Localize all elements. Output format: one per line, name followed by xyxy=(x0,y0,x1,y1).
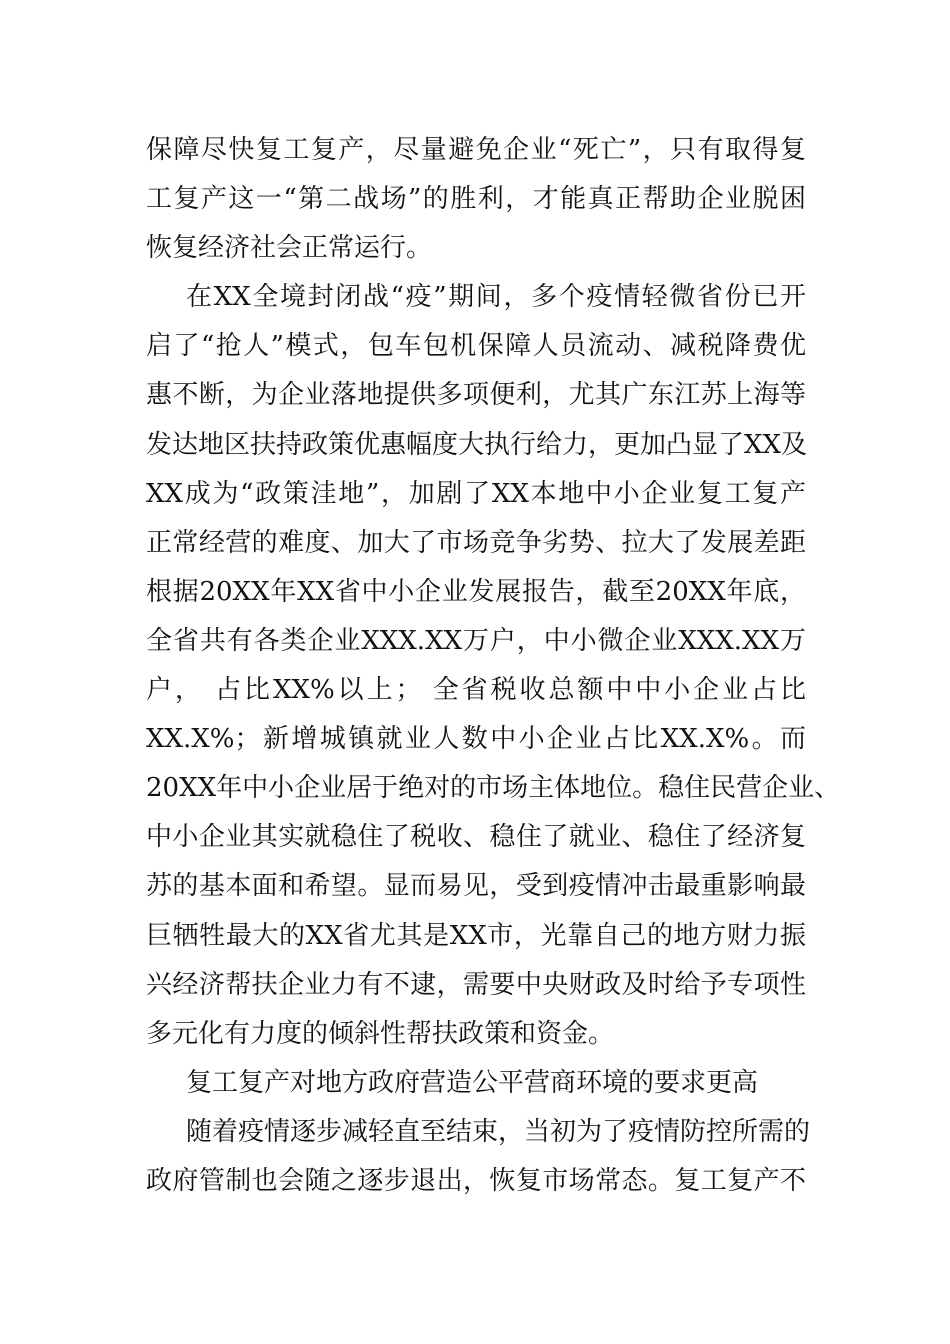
text-line: XX成为“政策洼地”，加剧了XX本地中小企业复工复产 xyxy=(146,478,806,509)
text-line: 巨牺牲最大的XX省尤其是XX市，光靠自己的地方财力振 xyxy=(146,920,806,951)
paragraph-start-line: 在XX全境封闭战“疫”期间，多个疫情轻微省份已开 xyxy=(186,282,806,313)
text-line: 启了“抢人”模式，包车包机保障人员流动、减税降费优 xyxy=(146,331,806,362)
text-line: 保障尽快复工复产，尽量避免企业“死亡”，只有取得复 xyxy=(146,135,806,165)
text-line: 工复产这一“第二战场”的胜利，才能真正帮助企业脱困 xyxy=(146,184,806,215)
text-line: 20XX年中小企业居于绝对的市场主体地位。稳住民营企业、 xyxy=(146,773,841,804)
body-text xyxy=(146,126,841,1206)
paragraph-start-line: 随着疫情逐步减轻直至结束，当初为了疫情防控所需的 xyxy=(186,1116,811,1147)
text-line: 根据20XX年XX省中小企业发展报告，截至20XX年底， xyxy=(146,576,806,607)
text-line: XX.X%；新增城镇就业人数中小企业占比XX.X%。而 xyxy=(146,724,806,755)
text-line: 多元化有力度的倾斜性帮扶政策和资金。 xyxy=(146,1018,615,1049)
text-line: 惠不断，为企业落地提供多项便利，尤其广东江苏上海等 xyxy=(146,380,806,411)
text-line: 苏的基本面和希望。显而易见，受到疫情冲击最重影响最 xyxy=(146,871,806,902)
text-line: 发达地区扶持政策优惠幅度大执行给力，更加凸显了XX及 xyxy=(146,429,808,460)
text-line: 政府管制也会随之逐步退出，恢复市场常态。复工复产不 xyxy=(146,1165,806,1196)
text-line: 全省共有各类企业XXX.XX万户，中小微企业XXX.XX万 xyxy=(146,625,806,656)
section-heading: 复工复产对地方政府营造公平营商环境的要求更高 xyxy=(186,1067,759,1098)
text-line: 户， 占比XX%以上； 全省税收总额中中小企业占比 xyxy=(146,675,806,706)
text-line: 中小企业其实就稳住了税收、稳住了就业、稳住了经济复 xyxy=(146,822,806,853)
text-line: 正常经营的难度、加大了市场竞争劣势、拉大了发展差距 xyxy=(146,527,806,558)
text-line: 兴经济帮扶企业力有不逮，需要中央财政及时给予专项性 xyxy=(146,969,806,1000)
text-line: 恢复经济社会正常运行。 xyxy=(146,233,433,264)
